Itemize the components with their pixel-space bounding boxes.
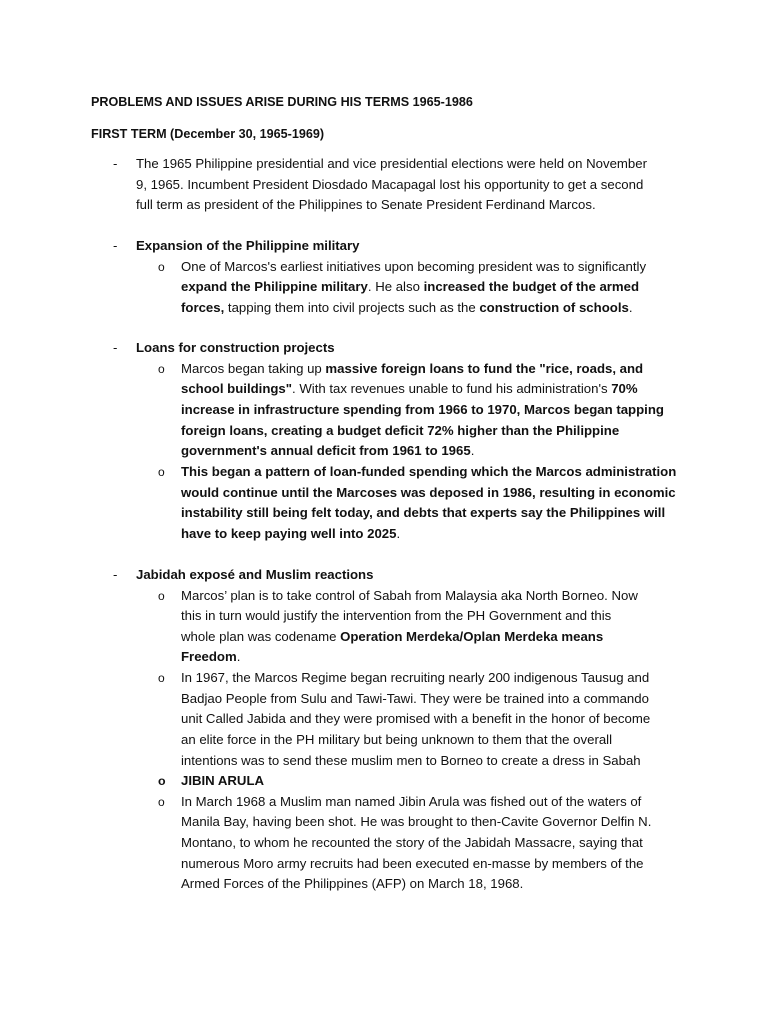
paragraph-line: In 1967, the Marcos Regime began recruiting nearly 200 indigenous Tausug and <box>181 670 650 685</box>
circle-bullet: o <box>158 589 165 603</box>
first-term-heading: FIRST TERM (December 30, 1965-1969) <box>91 127 325 141</box>
plain-text: . <box>236 649 241 664</box>
bold-text: forces, <box>181 300 225 315</box>
subheading-jibin-arula: JIBIN ARULA <box>181 773 265 788</box>
bold-text: school buildings" <box>181 381 293 396</box>
bold-text: government's annual deficit from 1961 to 1965 <box>181 443 471 458</box>
plain-text: Marcos began taking up <box>181 361 326 376</box>
paragraph-line: intentions was to send these muslim men to Borneo to create a dress in Sabah <box>181 753 641 768</box>
paragraph-line <box>181 647 240 668</box>
section-heading-loans: Loans for construction projects <box>136 340 335 355</box>
paragraph-line <box>181 524 400 545</box>
dash-bullet: - <box>113 238 118 253</box>
bold-text: expand the Philippine military <box>181 279 368 294</box>
paragraph-line: This began a pattern of loan-funded spending which the Marcos administration <box>181 464 677 479</box>
paragraph-line <box>181 379 638 400</box>
paragraph-line: would continue until the Marcoses was deposed in 1986, resulting in economic <box>181 485 676 500</box>
dash-bullet: - <box>113 340 118 355</box>
paragraph-line: Badjao People from Sulu and Tawi-Tawi. They were be trained into a commando <box>181 691 649 706</box>
circle-bullet: o <box>158 774 166 788</box>
document-title: PROBLEMS AND ISSUES ARISE DURING HIS TERMS 1965-1986 <box>91 95 473 109</box>
plain-text: . <box>470 443 475 458</box>
paragraph-line <box>181 359 643 380</box>
paragraph-line <box>181 277 639 298</box>
plain-text: whole plan was codename <box>181 629 341 644</box>
bold-text: massive foreign loans to fund the "rice, roads, and <box>325 361 644 376</box>
paragraph-line: One of Marcos's earliest initiatives upon becoming president was to significantly <box>181 259 647 274</box>
plain-text: . He also <box>367 279 424 294</box>
bold-text: Freedom <box>181 649 237 664</box>
bold-text: 70% <box>611 381 638 396</box>
bold-text: Operation Merdeka/Oplan Merdeka means <box>340 629 604 644</box>
plain-text: . <box>628 300 633 315</box>
paragraph-line <box>181 627 603 648</box>
paragraph-line: increase in infrastructure spending from 1966 to 1970, Marcos began tapping <box>181 402 664 417</box>
paragraph-line: numerous Moro army recruits had been executed en-masse by members of the <box>181 856 644 871</box>
paragraph-line: full term as president of the Philippines to Senate President Ferdinand Marcos. <box>136 197 596 212</box>
paragraph-line: The 1965 Philippine presidential and vice presidential elections were held on November <box>136 156 647 171</box>
paragraph-line: foreign loans, creating a budget deficit 72% higher than the Philippine <box>181 423 620 438</box>
paragraph-line <box>181 298 632 319</box>
circle-bullet: o <box>158 671 165 685</box>
plain-text: . <box>396 526 401 541</box>
paragraph-line: Manila Bay, having been shot. He was brought to then-Cavite Governor Delfin N. <box>181 814 652 829</box>
paragraph-line: this in turn would justify the intervention from the PH Government and this <box>181 608 612 623</box>
bold-text: increased the budget of the armed <box>423 279 640 294</box>
paragraph-line: an elite force in the PH military but being unknown to them that the overall <box>181 732 613 747</box>
paragraph-line: unit Called Jabida and they were promised with a benefit in the honor of become <box>181 711 651 726</box>
paragraph-line: Armed Forces of the Philippines (AFP) on March 18, 1968. <box>181 876 524 891</box>
paragraph-line: Montano, to whom he recounted the story of the Jabidah Massacre, saying that <box>181 835 643 850</box>
dash-bullet: - <box>113 156 118 171</box>
paragraph-line: Marcos’ plan is to take control of Sabah from Malaysia aka North Borneo. Now <box>181 588 638 603</box>
circle-bullet: o <box>158 362 165 376</box>
section-heading-military: Expansion of the Philippine military <box>136 238 360 253</box>
paragraph-line: instability still being felt today, and debts that experts say the Philippines will <box>181 505 666 520</box>
bold-text: have to keep paying well into 2025 <box>181 526 397 541</box>
paragraph-line: In March 1968 a Muslim man named Jibin Arula was fished out of the waters of <box>181 794 642 809</box>
paragraph-line: 9, 1965. Incumbent President Diosdado Macapagal lost his opportunity to get a second <box>136 177 644 192</box>
plain-text: tapping them into civil projects such as the <box>224 300 480 315</box>
plain-text: . With tax revenues unable to fund his administration's <box>292 381 612 396</box>
section-heading-jabidah: Jabidah exposé and Muslim reactions <box>136 567 374 582</box>
circle-bullet: o <box>158 795 165 809</box>
circle-bullet: o <box>158 465 165 479</box>
bold-text: construction of schools <box>479 300 629 315</box>
paragraph-line <box>181 441 474 462</box>
dash-bullet: - <box>113 567 118 582</box>
circle-bullet: o <box>158 260 165 274</box>
